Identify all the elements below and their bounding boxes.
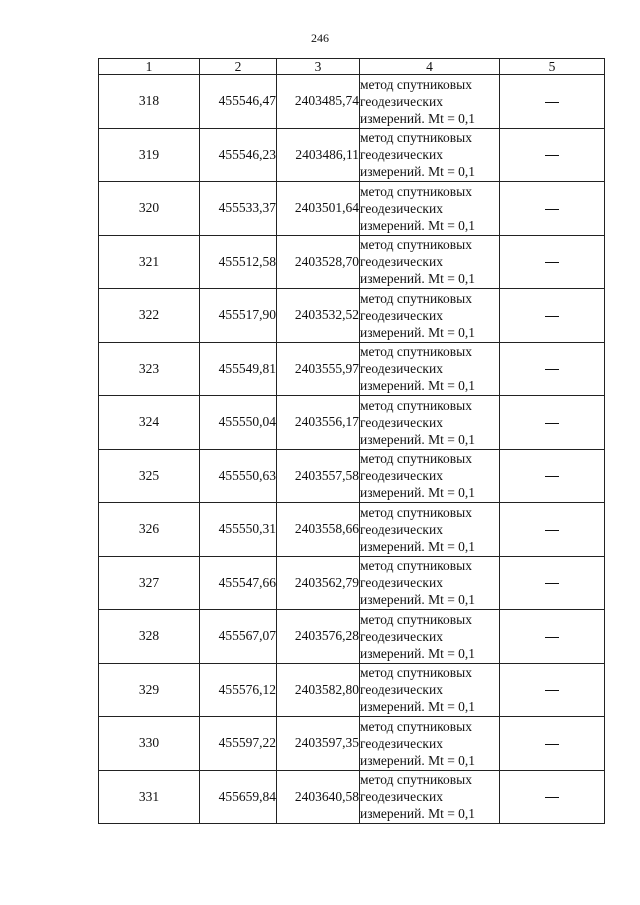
coordinate-y: 2403582,80 <box>277 663 360 717</box>
coordinate-y: 2403557,58 <box>277 449 360 503</box>
note-cell <box>500 556 605 610</box>
coordinate-x: 455597,22 <box>200 717 277 771</box>
point-number: 319 <box>99 128 200 182</box>
coordinate-y: 2403556,17 <box>277 396 360 450</box>
method-cell <box>360 182 500 236</box>
table-row <box>99 289 605 343</box>
method-line: геодезических <box>360 200 443 216</box>
coordinate-x: 455549,81 <box>200 342 277 396</box>
dash-mark <box>545 423 559 424</box>
method-line: геодезических <box>360 575 443 591</box>
table-header-row <box>99 59 605 75</box>
table-row <box>99 449 605 503</box>
note-cell <box>500 128 605 182</box>
table-row <box>99 235 605 289</box>
coordinate-y: 2403562,79 <box>277 556 360 610</box>
coordinates-table <box>98 58 605 824</box>
note-cell <box>500 182 605 236</box>
method-line: измерений. Mt = 0,1 <box>360 110 476 126</box>
method-line: измерений. Mt = 0,1 <box>360 324 476 340</box>
method-cell <box>360 717 500 771</box>
dash-mark <box>545 690 559 691</box>
method-line: геодезических <box>360 307 443 323</box>
note-cell <box>500 449 605 503</box>
method-line: метод спутниковых <box>360 183 472 199</box>
method-line: геодезических <box>360 468 443 484</box>
method-line: измерений. Mt = 0,1 <box>360 217 476 233</box>
method-line: геодезических <box>360 147 443 163</box>
method-line: измерений. Mt = 0,1 <box>360 752 476 768</box>
method-line: измерений. Mt = 0,1 <box>360 645 476 661</box>
method-line: метод спутниковых <box>360 558 472 574</box>
page-number: 246 <box>311 31 329 45</box>
method-cell <box>360 396 500 450</box>
point-number: 328 <box>99 610 200 664</box>
column-header: 5 <box>500 59 605 75</box>
method-cell <box>360 289 500 343</box>
method-line: измерений. Mt = 0,1 <box>360 271 476 287</box>
method-cell <box>360 503 500 557</box>
method-line: измерений. Mt = 0,1 <box>360 431 476 447</box>
note-cell <box>500 75 605 129</box>
coordinate-y: 2403486,11 <box>277 128 360 182</box>
method-line: измерений. Mt = 0,1 <box>360 806 476 822</box>
method-line: геодезических <box>360 521 443 537</box>
table-row <box>99 717 605 771</box>
method-line: метод спутниковых <box>360 451 472 467</box>
method-line: геодезических <box>360 254 443 270</box>
table-row <box>99 342 605 396</box>
dash-mark <box>545 316 559 317</box>
coordinate-x: 455550,31 <box>200 503 277 557</box>
point-number: 331 <box>99 770 200 824</box>
method-line: метод спутниковых <box>360 611 472 627</box>
note-cell <box>500 235 605 289</box>
coordinate-x: 455512,58 <box>200 235 277 289</box>
coordinate-x: 455550,04 <box>200 396 277 450</box>
dash-mark <box>545 102 559 103</box>
coordinate-x: 455567,07 <box>200 610 277 664</box>
point-number: 322 <box>99 289 200 343</box>
column-header: 3 <box>277 59 360 75</box>
coordinate-x: 455546,23 <box>200 128 277 182</box>
dash-mark <box>545 797 559 798</box>
coordinate-y: 2403640,58 <box>277 770 360 824</box>
method-cell <box>360 75 500 129</box>
dash-mark <box>545 744 559 745</box>
method-cell <box>360 235 500 289</box>
dash-mark <box>545 476 559 477</box>
note-cell <box>500 770 605 824</box>
table-row <box>99 663 605 717</box>
point-number: 321 <box>99 235 200 289</box>
method-line: геодезических <box>360 682 443 698</box>
coordinate-y: 2403576,28 <box>277 610 360 664</box>
method-line: измерений. Mt = 0,1 <box>360 538 476 554</box>
column-header: 4 <box>360 59 500 75</box>
point-number: 329 <box>99 663 200 717</box>
dash-mark <box>545 530 559 531</box>
note-cell <box>500 610 605 664</box>
table-row <box>99 75 605 129</box>
column-header: 1 <box>99 59 200 75</box>
method-line: геодезических <box>360 93 443 109</box>
method-line: измерений. Mt = 0,1 <box>360 485 476 501</box>
method-line: геодезических <box>360 789 443 805</box>
method-line: измерений. Mt = 0,1 <box>360 378 476 394</box>
coordinate-y: 2403501,64 <box>277 182 360 236</box>
method-cell <box>360 128 500 182</box>
column-header: 2 <box>200 59 277 75</box>
coordinate-y: 2403555,97 <box>277 342 360 396</box>
dash-mark <box>545 583 559 584</box>
method-cell <box>360 342 500 396</box>
point-number: 325 <box>99 449 200 503</box>
table-row <box>99 503 605 557</box>
coordinate-x: 455576,12 <box>200 663 277 717</box>
method-line: метод спутниковых <box>360 76 472 92</box>
dash-mark <box>545 209 559 210</box>
method-line: метод спутниковых <box>360 130 472 146</box>
coordinate-y: 2403485,74 <box>277 75 360 129</box>
table-row <box>99 128 605 182</box>
coordinate-x: 455550,63 <box>200 449 277 503</box>
table-row <box>99 770 605 824</box>
point-number: 326 <box>99 503 200 557</box>
method-line: измерений. Mt = 0,1 <box>360 699 476 715</box>
coordinate-x: 455659,84 <box>200 770 277 824</box>
method-line: метод спутниковых <box>360 718 472 734</box>
note-cell <box>500 717 605 771</box>
table-body <box>99 75 605 824</box>
dash-mark <box>545 369 559 370</box>
coordinate-x: 455533,37 <box>200 182 277 236</box>
method-line: метод спутниковых <box>360 397 472 413</box>
table-row <box>99 396 605 450</box>
note-cell <box>500 289 605 343</box>
point-number: 330 <box>99 717 200 771</box>
method-cell <box>360 770 500 824</box>
method-line: метод спутниковых <box>360 665 472 681</box>
method-line: геодезических <box>360 361 443 377</box>
coordinate-x: 455547,66 <box>200 556 277 610</box>
method-line: метод спутниковых <box>360 290 472 306</box>
point-number: 324 <box>99 396 200 450</box>
table-row <box>99 610 605 664</box>
coordinate-y: 2403528,70 <box>277 235 360 289</box>
method-line: геодезических <box>360 414 443 430</box>
coordinate-y: 2403532,52 <box>277 289 360 343</box>
method-cell <box>360 449 500 503</box>
method-line: измерений. Mt = 0,1 <box>360 164 476 180</box>
note-cell <box>500 342 605 396</box>
method-cell <box>360 663 500 717</box>
coordinate-y: 2403597,35 <box>277 717 360 771</box>
method-cell <box>360 610 500 664</box>
point-number: 327 <box>99 556 200 610</box>
coordinate-x: 455546,47 <box>200 75 277 129</box>
dash-mark <box>545 262 559 263</box>
method-line: метод спутниковых <box>360 504 472 520</box>
method-line: измерений. Mt = 0,1 <box>360 592 476 608</box>
method-line: геодезических <box>360 628 443 644</box>
note-cell <box>500 663 605 717</box>
method-line: метод спутниковых <box>360 237 472 253</box>
dash-mark <box>545 155 559 156</box>
note-cell <box>500 396 605 450</box>
point-number: 320 <box>99 182 200 236</box>
method-cell <box>360 556 500 610</box>
method-line: метод спутниковых <box>360 772 472 788</box>
note-cell <box>500 503 605 557</box>
method-line: геодезических <box>360 735 443 751</box>
method-line: метод спутниковых <box>360 344 472 360</box>
point-number: 318 <box>99 75 200 129</box>
coordinate-y: 2403558,66 <box>277 503 360 557</box>
table-row <box>99 556 605 610</box>
coordinate-x: 455517,90 <box>200 289 277 343</box>
table-row <box>99 182 605 236</box>
point-number: 323 <box>99 342 200 396</box>
dash-mark <box>545 637 559 638</box>
